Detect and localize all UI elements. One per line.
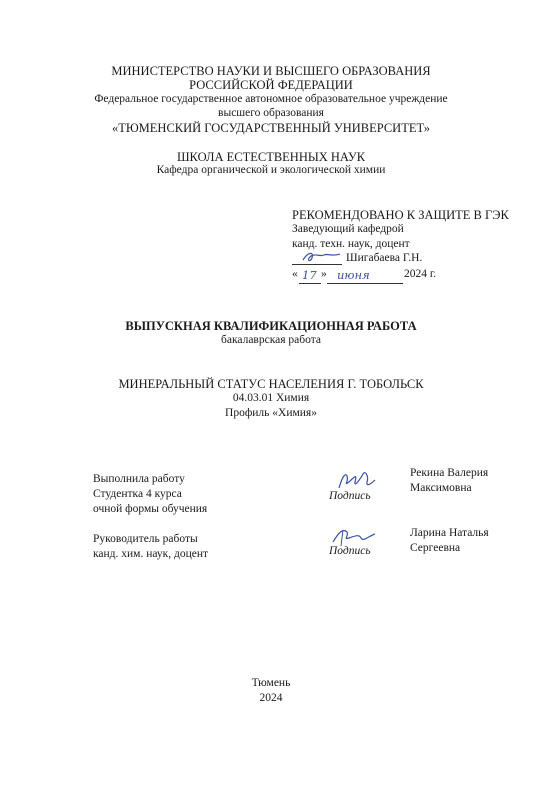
approval-title: РЕКОМЕНДОВАНО К ЗАЩИТЕ В ГЭК: [292, 208, 509, 222]
author-name-1: Рекина Валерия: [410, 467, 489, 479]
institution-type-line-1: Федеральное государственное автономное образовательное учреждение: [94, 93, 448, 105]
approval-date-year: 2024 г.: [404, 268, 437, 280]
work-subtype: бакалаврская работа: [221, 334, 321, 346]
approval-month-line: [327, 283, 403, 284]
department-name: Кафедра органической и экологической химии: [156, 164, 386, 176]
supervisor-name-1: Ларина Наталья: [410, 527, 489, 539]
footer-year: 2024: [259, 692, 283, 704]
ministry-line-2: РОССИЙСКОЙ ФЕДЕРАЦИИ: [189, 78, 353, 92]
supervisor-signature-caption: Подпись: [329, 545, 371, 557]
supervisor-name-2: Сергеевна: [410, 542, 461, 554]
institution-type-line-2: высшего образования: [218, 107, 324, 119]
approval-degree: канд. техн. наук, доцент: [292, 238, 410, 250]
supervisor-label-2: канд. хим. наук, доцент: [93, 548, 209, 560]
approval-date-day: 17: [302, 268, 317, 282]
approval-date-open-quote: «: [292, 268, 298, 280]
author-label-3: очной формы обучения: [93, 503, 208, 515]
approval-role: Заведующий кафедрой: [292, 223, 404, 235]
ministry-line-1: МИНИСТЕРСТВО НАУКИ И ВЫСШЕГО ОБРАЗОВАНИЯ: [111, 64, 431, 78]
work-type: ВЫПУСКНАЯ КВАЛИФИКАЦИОННАЯ РАБОТА: [125, 319, 417, 333]
footer-city: Тюмень: [251, 677, 291, 689]
author-signature-caption: Подпись: [329, 490, 371, 502]
author-label-1: Выполнила работу: [93, 473, 185, 485]
work-title: МИНЕРАЛЬНЫЙ СТАТУС НАСЕЛЕНИЯ Г. ТОБОЛЬСК: [118, 377, 424, 391]
approval-name: Шигабаева Г.Н.: [346, 252, 423, 264]
work-profile: Профиль «Химия»: [225, 407, 317, 419]
approval-signature-image: [300, 248, 344, 266]
supervisor-label-1: Руководитель работы: [93, 533, 198, 545]
school-name: ШКОЛА ЕСТЕСТВЕННЫХ НАУК: [176, 150, 366, 164]
approval-day-line: [299, 283, 321, 284]
author-name-2: Максимовна: [410, 482, 472, 494]
approval-date-month: июня: [337, 268, 370, 282]
approval-date-close-quote: »: [321, 268, 327, 280]
work-code: 04.03.01 Химия: [232, 392, 310, 404]
author-label-2: Студентка 4 курса: [93, 488, 182, 500]
university-name: «ТЮМЕНСКИЙ ГОСУДАРСТВЕННЫЙ УНИВЕРСИТЕТ»: [111, 121, 431, 135]
